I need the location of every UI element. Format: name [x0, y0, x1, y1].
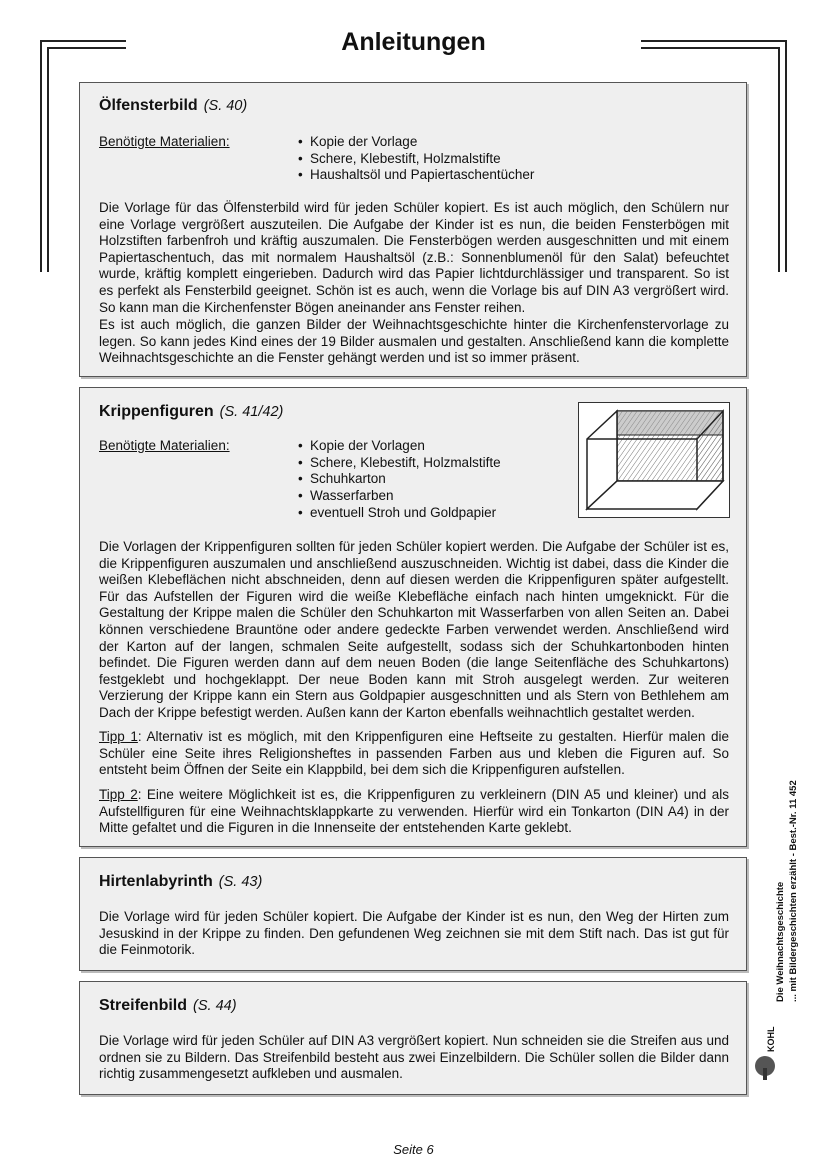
materials-list	[298, 438, 501, 522]
shoebox-illustration	[578, 402, 730, 518]
tip-text: : Eine weitere Möglichkeit ist es, die Krippenfiguren zu verkleinern (DIN A5 und kleiner) und als Aufstellfiguren für eine Weihnachtsklappkarte zu verwenden. Hierfür wird ein Tonkarton (DIN A4) in der Mitte gefaltet und die Figuren in die Innenseite der entstehenden Karte geklebt.	[99, 787, 729, 836]
materials-list	[298, 134, 534, 184]
shoebox-drawing	[579, 403, 729, 517]
section-text-2: Es ist auch möglich, die ganzen Bilder der Weihnachtsgeschichte hinter die Kirchenfenstervorlage zu legen. So kann jedes Kind eines der 19 Bilder ausmalen und gestalten. Anschließend kann die komplette Weihnachtsgeschichte an die Fenster gehängt werden und ist so immer präsent.	[99, 317, 729, 366]
section-oelfensterbild	[79, 82, 747, 377]
page-reference: (S. 43)	[218, 874, 263, 890]
tip-label: Tipp 2	[99, 787, 138, 802]
section-heading	[99, 997, 237, 1015]
list-item: • Schere, Klebestift, Holzmalstifte	[298, 455, 501, 472]
list-item: • eventuell Stroh und Goldpapier	[298, 505, 501, 522]
list-item: • Haushaltsöl und Papiertaschentücher	[298, 167, 534, 184]
section-krippenfiguren	[79, 387, 747, 847]
publisher-logo	[752, 1010, 778, 1080]
list-item: • Schere, Klebestift, Holzmalstifte	[298, 151, 534, 168]
list-item: • Kopie der Vorlage	[298, 134, 534, 151]
list-item: • Schuhkarton	[298, 471, 501, 488]
section-streifenbild	[79, 981, 747, 1095]
section-title: Ölfensterbild	[99, 97, 198, 114]
section-title: Hirtenlabyrinth	[99, 873, 213, 890]
section-text: Die Vorlagen der Krippenfiguren sollten für jeden Schüler kopiert werden. Die Aufgabe der Schüler ist es, die Krippenfiguren auszumalen und anschließend auszuschneiden. Wichtig ist dabei, dass die Kinder die weißen Klebeflächen nicht abschneiden, denn auf diesen werden die Krippenfiguren später aufgestellt. Für das Aufstellen der Figuren wird die weiße Klebefläche einfach nach hinten umgeknickt. Für die Gestaltung der Krippe malen die Schüler den Schuhkarton mit Wasserfarben von allen Seiten an. Dabei können verschiedene Brauntöne oder andere gedeckte Farben verwendet werden. Anschließend wird der Karton auf der langen, schmalen Seite aufgestellt, sodass sich der Schuhkartonboden hinten befindet. Die Figuren werden dann auf dem neuen Boden (die lange Seitenfläche des Schuhkartons) festgeklebt und hochgeklappt. Der neue Boden kann mit Stroh ausgelegt werden. Zur weiteren Verzierung der Krippe kann ein Stern aus Goldpapier ausgeschnitten und als Stern von Bethlehem am Dach der Krippe befestigt werden. Außen kann der Karton ebenfalls weihnachtlich gestaltet werden.	[99, 539, 729, 720]
materials-label: Benötigte Materialien:	[99, 134, 230, 149]
section-heading	[99, 873, 262, 891]
section-hirtenlabyrinth	[79, 857, 747, 971]
page-title: Anleitungen	[341, 28, 486, 56]
page-reference: (S. 44)	[193, 998, 237, 1014]
materials-label: Benötigte Materialien:	[99, 438, 230, 453]
section-text: Die Vorlage wird für jeden Schüler auf DIN A3 vergrößert kopiert. Nun schneiden sie die Streifen aus und ordnen sie zu Bildern. Das Streifenbild besteht aus zwei Einzelbildern. Die Schüler sollen die Bilder dann richtig zusammengesetzt aufkleben und ausmalen.	[99, 1033, 729, 1082]
page-reference: (S. 40)	[203, 98, 248, 114]
list-item: • Wasserfarben	[298, 488, 501, 505]
section-text: Die Vorlage für das Ölfensterbild wird für jeden Schüler kopiert. Es ist auch möglich, den Schülern nur eine Vorlage vergrößert auszuteilen. Die Aufgabe der Kinder ist es nun, die beiden Fensterbögen mit Holzstiften farbenfroh und kräftig auszumalen. Die Fensterbögen werden ausgeschnitten und mit einem Papiertaschentuch, das mit normalem Haushaltsöl (z.B.: Sonnenblumenöl für den Salat) befeuchtet wurde, kräftig komplett eingerieben. Dadurch wird das Papier lichtdurchlässiger und transparent. So ist es perfekt als Fensterbild geeignet. Schön ist es auch, wenn die Vorlage bis auf DIN A3 vergrößert wird. So kann man die Kirchenfenster Bögen aneinander ans Fenster reihen.	[99, 200, 729, 315]
publisher-name: KOHL	[766, 1026, 776, 1052]
page-number: Seite 6	[393, 1142, 434, 1157]
tip-text: : Alternativ ist es möglich, mit den Krippenfiguren eine Heftseite zu gestalten. Hierfür malen die Schüler eine Seite ihres Religionsheftes in passenden Farben aus und kleben die Figuren auf. So entsteht beim Öffnen der Seite ein Klappbild, bei dem sich die Krippenfiguren aufstellen.	[99, 729, 729, 778]
section-title: Streifenbild	[99, 997, 188, 1014]
section-heading	[99, 97, 247, 115]
section-text: Die Vorlage wird für jeden Schüler kopiert. Die Aufgabe der Kinder ist es nun, den Weg der Hirten zum Jesuskind in der Krippe zu finden. Den gefundenen Weg zeichnen sie mit dem Stift nach. Das ist gut für die Feinmotorik.	[99, 909, 729, 958]
section-heading	[99, 403, 283, 421]
tip-2	[99, 787, 729, 837]
side-subtitle: ... mit Bildergeschichten erzählt - Best.-Nr. 11 452	[788, 780, 799, 1002]
tip-label: Tipp 1	[99, 729, 138, 744]
side-label	[752, 740, 812, 1090]
list-item: • Kopie der Vorlagen	[298, 438, 501, 455]
page-reference: (S. 41/42)	[219, 404, 284, 420]
side-title: Die Weihnachtsgeschichte	[775, 881, 786, 1002]
section-title: Krippenfiguren	[99, 403, 214, 420]
tip-1	[99, 729, 729, 779]
